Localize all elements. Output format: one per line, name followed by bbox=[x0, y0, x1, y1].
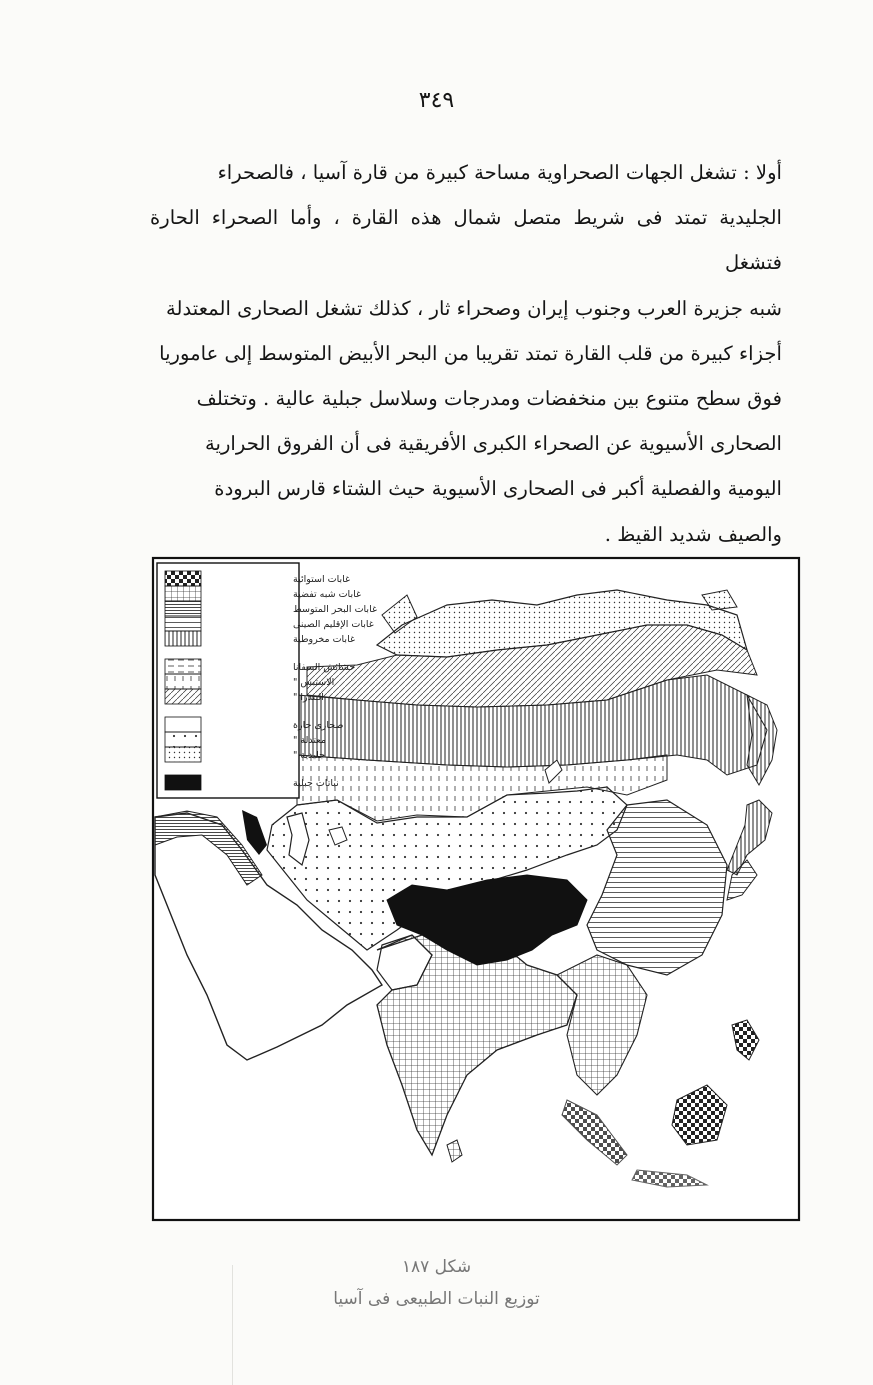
legend-label: نباتات جبلية bbox=[293, 778, 339, 789]
vegetation-map bbox=[147, 555, 803, 1225]
legend-swatch bbox=[165, 616, 201, 631]
figure-caption-number: شكل ١٨٧ bbox=[401, 1257, 472, 1277]
legend-label: غابات البحر المتوسط bbox=[293, 604, 377, 615]
page-number: ٣٤٩ bbox=[418, 88, 455, 113]
paragraph-line: شبه جزيرة العرب وجنوب إيران وصحراء ثار ، كذلك تشغل الصحارى المعتدلة bbox=[166, 296, 782, 320]
body-paragraph bbox=[150, 150, 782, 557]
legend-label: جليدية " bbox=[293, 750, 325, 761]
legend-label: التندرا " bbox=[293, 692, 324, 703]
legend-swatch bbox=[165, 674, 201, 689]
legend-swatch bbox=[165, 586, 201, 601]
legend-label: الاستبس " bbox=[293, 677, 335, 688]
legend-swatch bbox=[165, 631, 201, 646]
paragraph-line: الجليدية تمتد فى شريط متصل شمال هذه القارة ، وأما الصحراء الحارة فتشغل bbox=[150, 206, 782, 275]
legend-swatch bbox=[165, 571, 201, 586]
paragraph-line: فوق سطح متنوع بين منخفضات ومدرجات وسلاسل جبلية عالية . وتختلف bbox=[196, 387, 782, 411]
paragraph-line: والصيف شديد القيظ . bbox=[604, 522, 782, 546]
legend-swatch bbox=[165, 732, 201, 747]
paragraph-line: أجزاء كبيرة من قلب القارة تمتد تقريبا من البحر الأبيض المتوسط إلى عاموريا bbox=[159, 341, 782, 365]
paragraph-line: الصحارى الأسيوية عن الصحراء الكبرى الأفريقية فى أن الفروق الحرارية bbox=[205, 432, 782, 456]
paragraph-line: اليومية والفصلية أكبر فى الصحارى الأسيوية حيث الشتاء قارس البرودة bbox=[214, 477, 782, 501]
figure-caption-title: توزيع النبات الطبيعى فى آسيا bbox=[333, 1289, 540, 1309]
paragraph-line: أولا : تشغل الجهات الصحراوية مساحة كبيرة من قارة آسيا ، فالصحراء bbox=[217, 161, 782, 184]
legend-swatch bbox=[165, 659, 201, 674]
legend-label: حشائش السفانا bbox=[293, 662, 356, 673]
legend-swatch bbox=[165, 717, 201, 732]
legend-label: غابات الإقليم الصينى bbox=[293, 619, 374, 630]
legend-label: غابات مخروطية bbox=[293, 634, 355, 645]
legend-swatch bbox=[165, 601, 201, 616]
legend-swatch bbox=[165, 689, 201, 704]
legend-label: غابات شبه تفضية bbox=[293, 589, 361, 600]
legend-label: معتدلة " bbox=[293, 735, 326, 746]
legend-swatch bbox=[165, 775, 201, 790]
scan-edge-line bbox=[232, 1265, 233, 1385]
legend-label: غابات استوائية bbox=[293, 574, 350, 585]
vegetation-map-figure bbox=[147, 555, 803, 1225]
legend-swatch bbox=[165, 747, 201, 762]
legend-label: صحارى حارة bbox=[293, 720, 344, 731]
